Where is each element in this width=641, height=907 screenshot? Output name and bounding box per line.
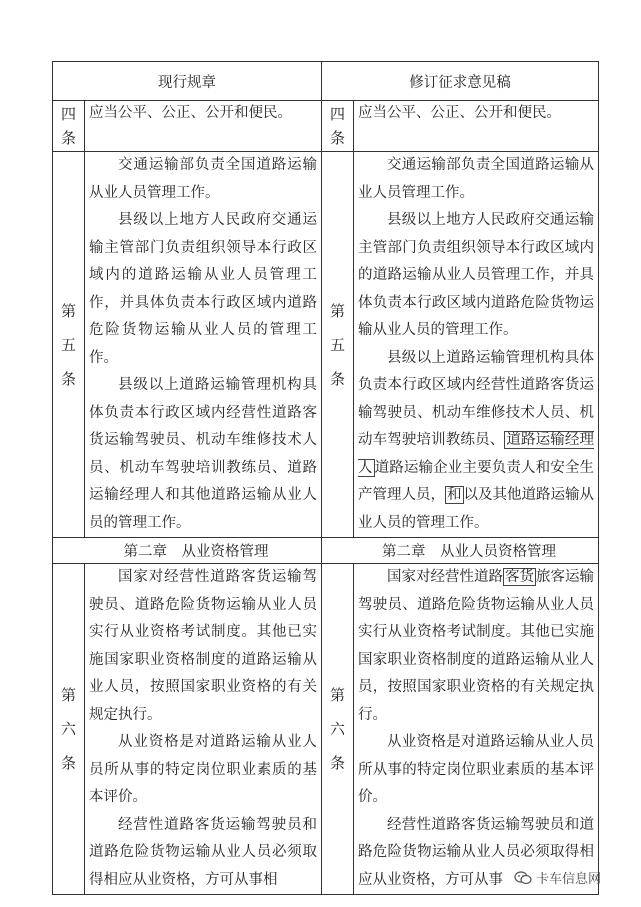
paragraph: 交通运输部负责全国道路运输从业人员管理工作。	[358, 157, 594, 201]
paragraph: 县级以上地方人民政府交通运输主管部门负责组织领导本行政区域内的道路运输从业人员管理工作，并具体负责本行政区域内道路危险货物运输从业人员的管理工作。	[89, 212, 317, 366]
watermark	[514, 868, 601, 887]
paragraph: 县级以上地方人民政府交通运输主管部门负责组织领导本行政区域内的道路运输从业人员管理工作，并具体负责本行政区域内道路危险货物运输从业人员的管理工作。	[358, 212, 594, 338]
article-5-revised	[354, 152, 599, 538]
paragraph: 国家对经营性道路 客货 旅客运输驾驶员、道路危险货物运输从业人员实行从业资格考试制度。其他已实施国家职业资格制度的道路运输从业人员，按照国家职业资格的有关规定执行。	[358, 569, 594, 723]
article-5-label-revised: 第 五 条	[322, 152, 354, 538]
chapter-row	[53, 538, 599, 564]
chapter-title-current: 第二章 从业资格管理	[53, 538, 322, 564]
wechat-icon	[514, 871, 532, 885]
deleted-text-box: 道路运输经理人	[358, 432, 595, 476]
article-4-row	[53, 101, 599, 152]
paragraph: 经营性道路客货运输驾驶员和道路危险货物运输从业人员必须取得相应从业资格，方可从事	[358, 816, 594, 888]
article-6-row	[53, 564, 599, 895]
chapter-title-revised: 第二章 从业人员资格管理	[322, 538, 599, 564]
article-4-label-revised: 四 条	[322, 101, 354, 152]
article-6-revised	[354, 564, 602, 895]
watermark-text: 卡车信息网	[536, 872, 602, 887]
header-current-rules: 现行规章	[53, 62, 322, 101]
article-6-label: 第 六 条	[53, 564, 85, 895]
article-6-label-revised: 第 六 条	[322, 564, 354, 895]
paragraph: 县级以上道路运输管理机构具体负责本行政区域内经营性道路客货运输驾驶员、机动车维修技术人员、机动车驾驶培训教练员、道路运输经理人和其他道路运输从业人员的管理工作。	[89, 377, 317, 531]
deleted-text-box: 和	[447, 487, 462, 503]
article-5-label: 第 五 条	[53, 152, 85, 538]
article-4-label: 四 条	[53, 101, 85, 152]
article-4-current: 应当公平、公正、公开和便民。	[85, 101, 322, 152]
article-5-current	[85, 152, 322, 538]
comparison-table	[52, 61, 602, 895]
paragraph: 经营性道路客货运输驾驶员和道路危险货物运输从业人员必须取得相应从业资格，方可从事相	[89, 816, 317, 888]
paragraph: 县级以上道路运输管理机构具体负责本行政区域内经营性道路客货运输驾驶员、机动车维修技术人员、机动车驾驶培训教练员、 道路运输经理人 道路运输企业主要负责人和安全生产管理人员， 和 以及其他道路运输从业人员的管理工作。	[358, 349, 595, 531]
article-6-current	[85, 564, 322, 895]
paragraph: 国家对经营性道路客货运输驾驶员、道路危险货物运输从业人员实行从业资格考试制度。其他已实施国家职业资格制度的道路运输从业人员，按照国家职业资格的有关规定执行。	[89, 569, 317, 723]
header-row	[53, 62, 599, 101]
article-4-revised: 应当公平、公正、公开和便民。	[354, 101, 599, 152]
paragraph: 从业资格是对道路运输从业人员所从事的特定岗位职业素质的基本评价。	[89, 734, 317, 805]
header-revised-draft: 修订征求意见稿	[322, 62, 599, 101]
paragraph: 交通运输部负责全国道路运输从业人员管理工作。	[89, 157, 317, 201]
paragraph: 从业资格是对道路运输从业人员所从事的特定岗位职业素质的基本评价。	[358, 734, 594, 805]
deleted-text-box: 客货	[505, 569, 534, 585]
article-5-row	[53, 152, 599, 538]
